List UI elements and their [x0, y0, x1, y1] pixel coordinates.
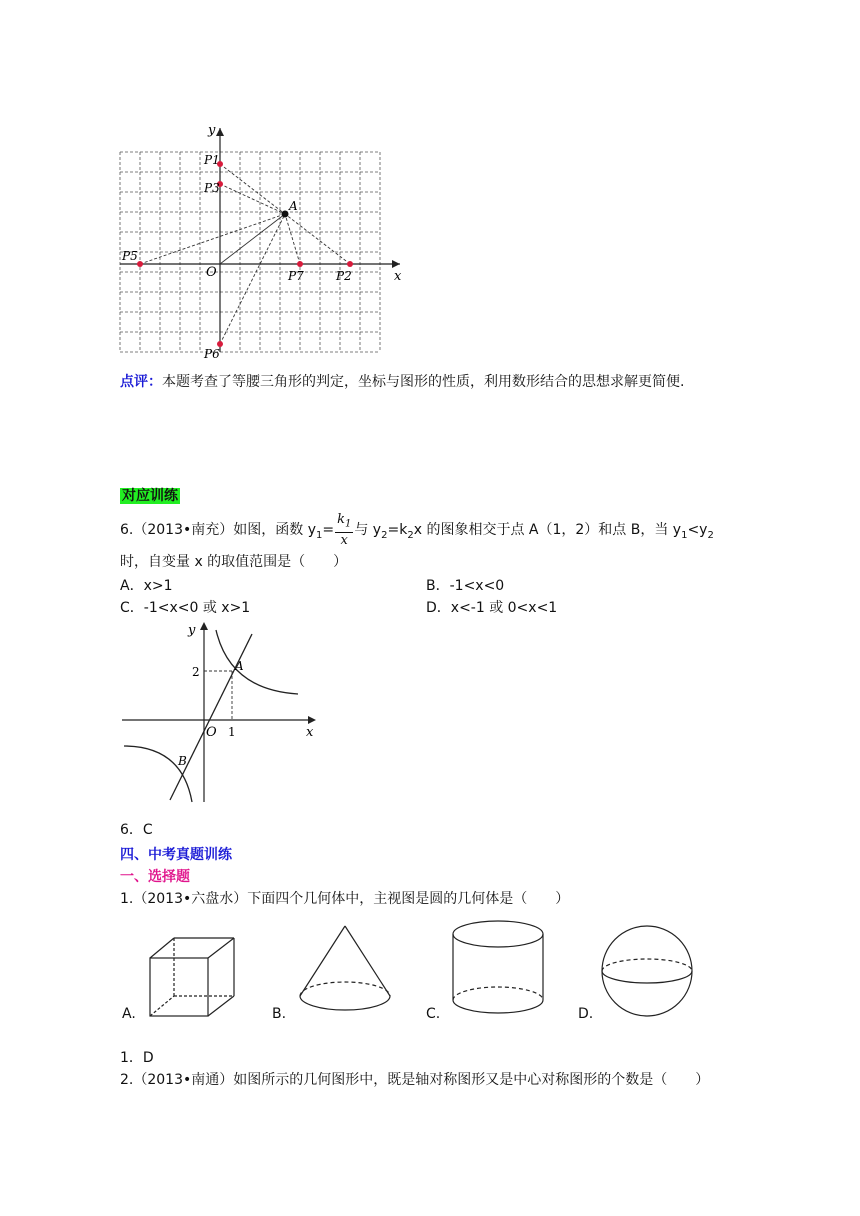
cube-figure [146, 936, 242, 1020]
point-a [282, 211, 289, 218]
q6-sub-1: 1 [315, 529, 323, 541]
p3-label: P3 [204, 181, 220, 195]
q6-frac-den: x [340, 532, 348, 548]
q6-eq: = [322, 522, 335, 538]
coordinate-grid-figure [118, 122, 408, 362]
comment-line [120, 372, 684, 392]
answer-6: 6．C [120, 822, 153, 838]
comment-label: 点评： [120, 374, 162, 390]
q1-label-b[interactable]: B. [272, 1006, 287, 1022]
q6-mid2: =k [387, 522, 408, 538]
q6-fraction [335, 512, 353, 548]
q1-label-c[interactable]: C. [426, 1006, 441, 1022]
section-choice-heading: 一、选择题 [120, 869, 190, 885]
q6-ineq: <y [687, 522, 708, 538]
y-axis-label: y [188, 623, 196, 638]
q6-stem-line2: 时，自变量 x 的取值范围是（ ） [120, 554, 348, 570]
function-graph-figure [118, 620, 328, 805]
point-a-label: A [289, 199, 298, 213]
q6-mid: 与 y [354, 522, 382, 538]
q6-sub-2c: 2 [707, 529, 714, 541]
q6-prefix: 6.（2013•南充）如图，函数 y [120, 522, 316, 538]
q6-option-c[interactable]: C．-1<x<0 或 x>1 [120, 600, 251, 616]
answer-1: 1．D [120, 1050, 154, 1066]
tick-y-2: 2 [192, 665, 200, 679]
origin-label: O [206, 265, 217, 280]
q6-frac-num: k [337, 512, 345, 528]
p7-label: P7 [288, 269, 304, 283]
q2-stem: 2.（2013•南通）如图所示的几何图形中，既是轴对称图形又是中心对称图形的个数是（ ） [120, 1072, 710, 1088]
q6-sub-2: 2 [381, 529, 388, 541]
section-training-label: 对应训练 [122, 488, 178, 504]
tick-x-1: 1 [228, 725, 236, 739]
cone-figure [296, 924, 394, 1016]
point-a-label: A [235, 659, 244, 673]
p5-label: P5 [122, 249, 138, 263]
section-training [120, 486, 180, 506]
section-4-heading: 四、中考真题训练 [120, 847, 232, 863]
p2-label: P2 [336, 269, 352, 283]
hyperbola-branch-1 [216, 630, 298, 694]
p6-label: P6 [204, 347, 220, 361]
comment-text: 本题考查了等腰三角形的判定，坐标与图形的性质，利用数形结合的思想求解更简便. [162, 374, 685, 390]
sphere-figure [598, 922, 696, 1020]
q6-frac-num-sub: 1 [344, 518, 352, 530]
point-p2 [347, 261, 353, 267]
x-axis-label: x [306, 725, 314, 740]
y-axis-label: y [208, 123, 216, 138]
q1-label-a[interactable]: A. [122, 1006, 136, 1022]
origin-label: O [206, 725, 217, 740]
q6-option-d[interactable]: D．x<-1 或 0<x<1 [426, 600, 558, 616]
point-p5 [137, 261, 143, 267]
p1-label: P1 [204, 153, 220, 167]
q6-sub-2b: 2 [407, 529, 414, 541]
q6-mid3: x 的图象相交于点 A（1，2）和点 B，当 y [413, 522, 682, 538]
cylinder-figure [448, 918, 548, 1018]
point-b-label: B [178, 754, 187, 768]
q6-sub-1b: 1 [681, 529, 688, 541]
q6-option-b[interactable]: B．-1<x<0 [426, 578, 505, 594]
point-p7 [297, 261, 303, 267]
q1-stem: 1.（2013•六盘水）下面四个几何体中，主视图是圆的几何体是（ ） [120, 891, 570, 907]
x-axis-label: x [394, 269, 402, 284]
q6-stem [120, 512, 714, 554]
q6-option-a[interactable]: A．x>1 [120, 578, 173, 594]
q1-label-d[interactable]: D. [578, 1006, 594, 1022]
